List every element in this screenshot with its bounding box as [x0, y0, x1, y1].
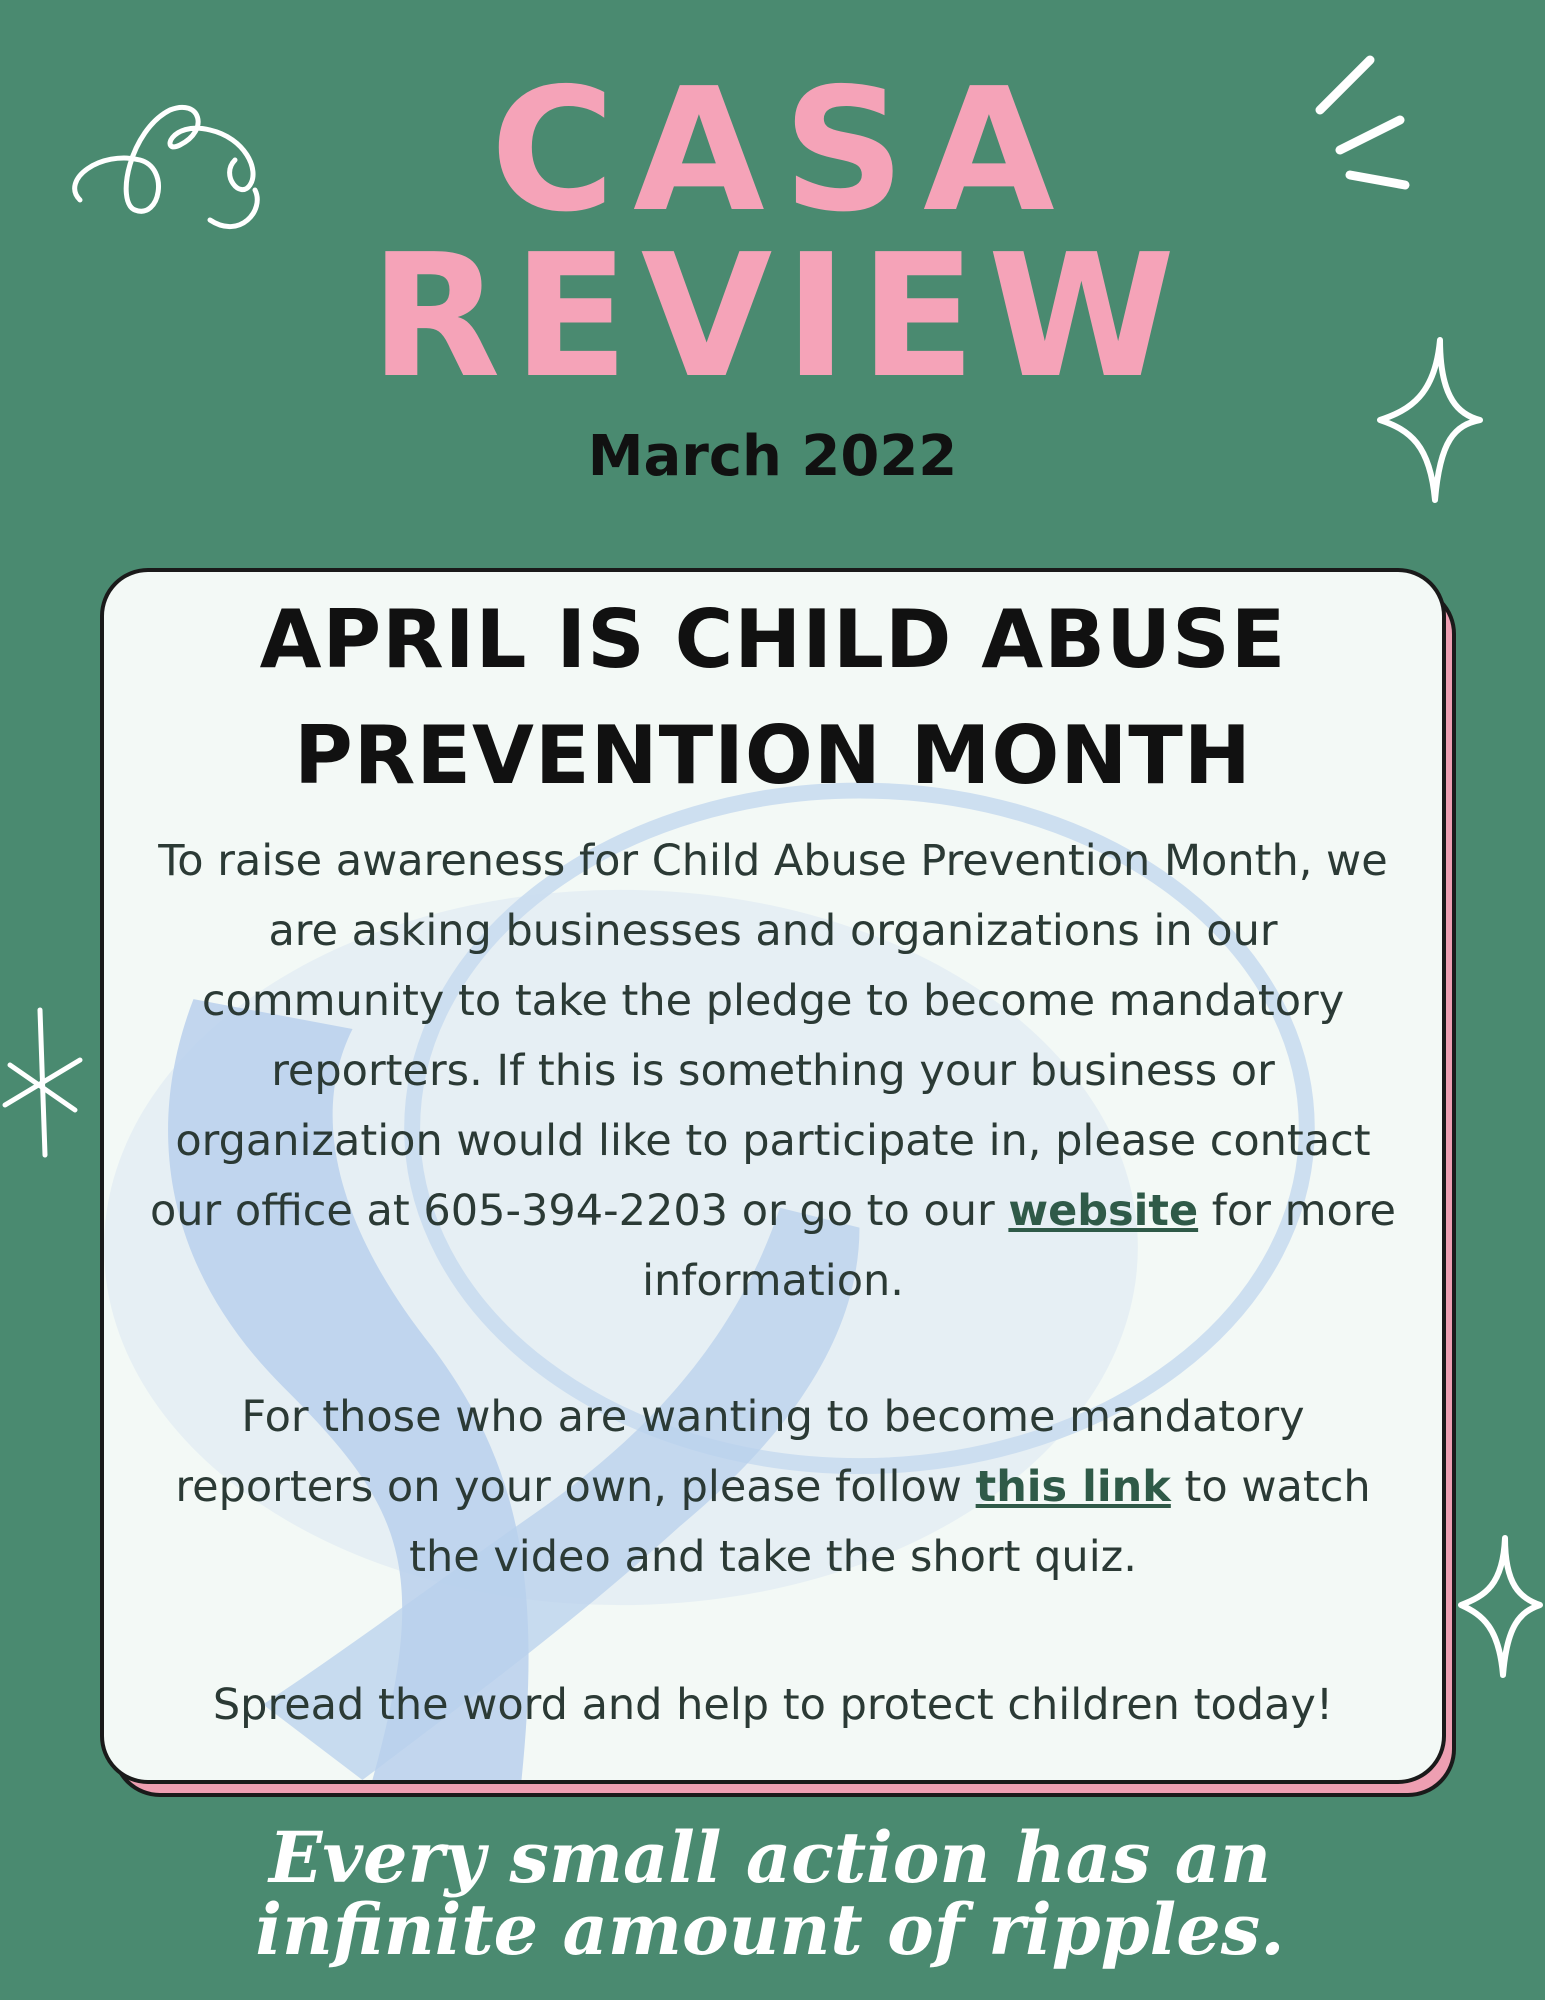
title-casa: CASA [490, 52, 1073, 250]
sparkle-star-icon [1455, 1530, 1545, 1680]
card-heading-line1: APRIL IS CHILD ABUSE [259, 593, 1287, 686]
paragraph-pledge [144, 826, 1402, 1316]
paragraph-spread-word: Spread the word and help to protect children today! [212, 1680, 1334, 1730]
title-review: REVIEW [369, 218, 1188, 416]
paragraph-pledge-text: To raise awareness for Child Abuse Prevention Month, we are asking businesses and organizations in our community to take the pledge to become mandatory reporters. If this is something your business or organization would like to participate in, please contact our office at 605-394-2203 or go to our [150, 836, 1388, 1236]
paragraph-pledge-text-end: for more information. [642, 1186, 1396, 1306]
paragraph-mandatory-text-end: to watch the video and take the short quiz. [409, 1462, 1371, 1582]
article-card [100, 568, 1446, 1784]
asterisk-star-icon [0, 1005, 90, 1165]
paragraph-mandatory-text: For those who are wanting to become mandatory reporters on your own, please follow [175, 1392, 1305, 1512]
footer-tagline: Every small action has an infinite amount of ripples. [255, 1816, 1285, 1971]
this-link-link[interactable]: this link [975, 1462, 1171, 1512]
issue-date: March 2022 [587, 424, 958, 489]
card-content [104, 572, 1442, 1780]
card-heading-line2: PREVENTION MONTH [294, 709, 1252, 802]
paragraph-mandatory [144, 1382, 1402, 1592]
website-link[interactable]: website [1008, 1186, 1199, 1236]
